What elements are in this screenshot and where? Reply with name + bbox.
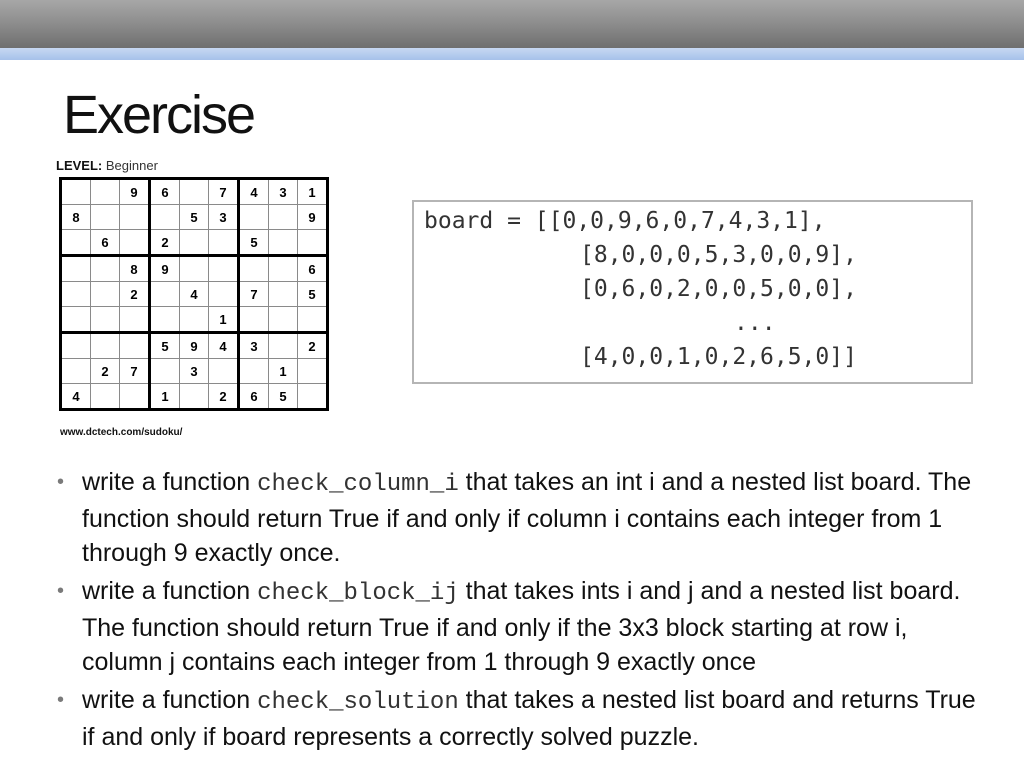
sudoku-cell — [150, 282, 180, 307]
bullet-text: that takes an int i and a nested list board. The function should return True if and only if column i contains each integer from 1 through 9 exactly once. — [82, 468, 972, 567]
sudoku-cell — [209, 282, 239, 307]
sudoku-cell — [239, 205, 269, 230]
sudoku-cell: 6 — [91, 230, 120, 256]
sudoku-cell: 6 — [150, 179, 180, 205]
sudoku-cell: 7 — [239, 282, 269, 307]
sudoku-cell — [209, 256, 239, 282]
sudoku-cell — [180, 256, 209, 282]
bullet-text: write a function — [82, 577, 258, 605]
sudoku-cell — [120, 333, 150, 359]
sudoku-row — [61, 179, 328, 205]
sudoku-cell — [91, 384, 120, 410]
sudoku-row — [61, 205, 328, 230]
sudoku-cell — [61, 179, 91, 205]
bullet-dot-icon: • — [57, 471, 65, 493]
sudoku-cell: 7 — [209, 179, 239, 205]
function-name: check_solution — [257, 689, 459, 716]
sudoku-cell — [269, 282, 298, 307]
level-value: Beginner — [105, 158, 158, 173]
sudoku-cell — [180, 307, 209, 333]
sudoku-cell — [239, 256, 269, 282]
function-name: check_block_ij — [257, 580, 459, 607]
sudoku-cell: 9 — [150, 256, 180, 282]
sudoku-cell — [269, 307, 298, 333]
code-line: [0,6,0,2,0,0,5,0,0], — [580, 276, 857, 302]
sudoku-cell — [61, 359, 91, 384]
sudoku-cell — [91, 282, 120, 307]
sudoku-row — [61, 256, 328, 282]
sudoku-cell: 3 — [209, 205, 239, 230]
sudoku-cell: 1 — [298, 179, 328, 205]
bullet-text: write a function — [82, 686, 258, 714]
code-line: [4,0,0,1,0,2,6,5,0]] — [580, 344, 857, 370]
sudoku-cell: 3 — [239, 333, 269, 359]
sudoku-cell — [61, 230, 91, 256]
sudoku-row — [61, 333, 328, 359]
sudoku-cell — [209, 359, 239, 384]
sudoku-cell — [150, 205, 180, 230]
sudoku-row — [61, 307, 328, 333]
sudoku-cell: 9 — [180, 333, 209, 359]
sudoku-cell: 3 — [180, 359, 209, 384]
sudoku-cell — [298, 307, 328, 333]
source-url: www.dctech.com/sudoku/ — [60, 427, 183, 438]
bullet-text: write a function — [82, 468, 258, 496]
sudoku-cell: 4 — [61, 384, 91, 410]
sudoku-cell: 8 — [61, 205, 91, 230]
sudoku-cell — [61, 256, 91, 282]
sudoku-cell — [269, 230, 298, 256]
sudoku-cell: 5 — [239, 230, 269, 256]
sudoku-cell: 2 — [120, 282, 150, 307]
bullet-item — [56, 574, 976, 679]
sudoku-cell — [209, 230, 239, 256]
code-line: ... — [734, 310, 776, 336]
sudoku-cell: 2 — [91, 359, 120, 384]
sudoku-cell — [180, 230, 209, 256]
sudoku-cell: 1 — [269, 359, 298, 384]
sudoku-cell — [269, 256, 298, 282]
sudoku-cell: 5 — [269, 384, 298, 410]
sudoku-cell: 6 — [298, 256, 328, 282]
sudoku-cell: 2 — [298, 333, 328, 359]
sudoku-cell: 2 — [150, 230, 180, 256]
sudoku-cell: 9 — [298, 205, 328, 230]
sudoku-cell — [61, 282, 91, 307]
sudoku-grid — [59, 177, 329, 411]
sudoku-cell — [180, 179, 209, 205]
sudoku-cell — [61, 307, 91, 333]
sudoku-cell: 4 — [180, 282, 209, 307]
bullet-text: that takes a nested list board and returns True if and only if board represents a correctly solved puzzle. — [82, 686, 976, 751]
sudoku-cell: 1 — [150, 384, 180, 410]
sudoku-cell: 8 — [120, 256, 150, 282]
function-name: check_column_i — [257, 471, 459, 498]
sudoku-cell — [120, 230, 150, 256]
sudoku-cell: 4 — [209, 333, 239, 359]
sudoku-cell — [120, 384, 150, 410]
sudoku-cell: 5 — [180, 205, 209, 230]
sudoku-cell — [269, 333, 298, 359]
sudoku-cell — [150, 359, 180, 384]
sudoku-row — [61, 282, 328, 307]
sudoku-cell: 7 — [120, 359, 150, 384]
sudoku-cell: 9 — [120, 179, 150, 205]
sudoku-row — [61, 359, 328, 384]
header-stripe — [0, 48, 1024, 60]
bullet-dot-icon: • — [57, 580, 65, 602]
sudoku-cell — [91, 179, 120, 205]
sudoku-cell: 3 — [269, 179, 298, 205]
sudoku-cell — [239, 359, 269, 384]
bullet-item — [56, 465, 976, 570]
sudoku-cell — [298, 230, 328, 256]
sudoku-cell — [269, 205, 298, 230]
sudoku-cell — [120, 307, 150, 333]
bullet-dot-icon: • — [57, 689, 65, 711]
sudoku-row — [61, 230, 328, 256]
sudoku-cell: 1 — [209, 307, 239, 333]
sudoku-cell — [180, 384, 209, 410]
code-box — [412, 200, 973, 384]
code-line: [8,0,0,0,5,3,0,0,9], — [580, 242, 857, 268]
sudoku-row — [61, 384, 328, 410]
bullet-text: that takes ints i and j and a nested list board. The function should return True if and only if the 3x3 block starting at row i, column j contains each integer from 1 through 9 exactly once — [82, 577, 961, 676]
level-label-text: LEVEL: — [56, 158, 103, 173]
bullet-item — [56, 683, 976, 754]
sudoku-cell: 5 — [298, 282, 328, 307]
sudoku-cell: 6 — [239, 384, 269, 410]
code-line: board = [[0,0,9,6,0,7,4,3,1], — [424, 208, 826, 234]
sudoku-cell: 2 — [209, 384, 239, 410]
sudoku-cell — [91, 256, 120, 282]
sudoku-cell — [61, 333, 91, 359]
sudoku-cell: 4 — [239, 179, 269, 205]
sudoku-cell — [150, 307, 180, 333]
sudoku-cell — [298, 384, 328, 410]
sudoku-cell — [239, 307, 269, 333]
sudoku-cell — [298, 359, 328, 384]
sudoku-cell — [91, 205, 120, 230]
sudoku-cell — [91, 307, 120, 333]
sudoku-cell — [120, 205, 150, 230]
sudoku-cell: 5 — [150, 333, 180, 359]
level-label — [56, 158, 158, 173]
sudoku-cell — [91, 333, 120, 359]
bullet-list — [56, 465, 976, 758]
slide-title: Exercise — [63, 85, 255, 145]
header-bar — [0, 0, 1024, 48]
